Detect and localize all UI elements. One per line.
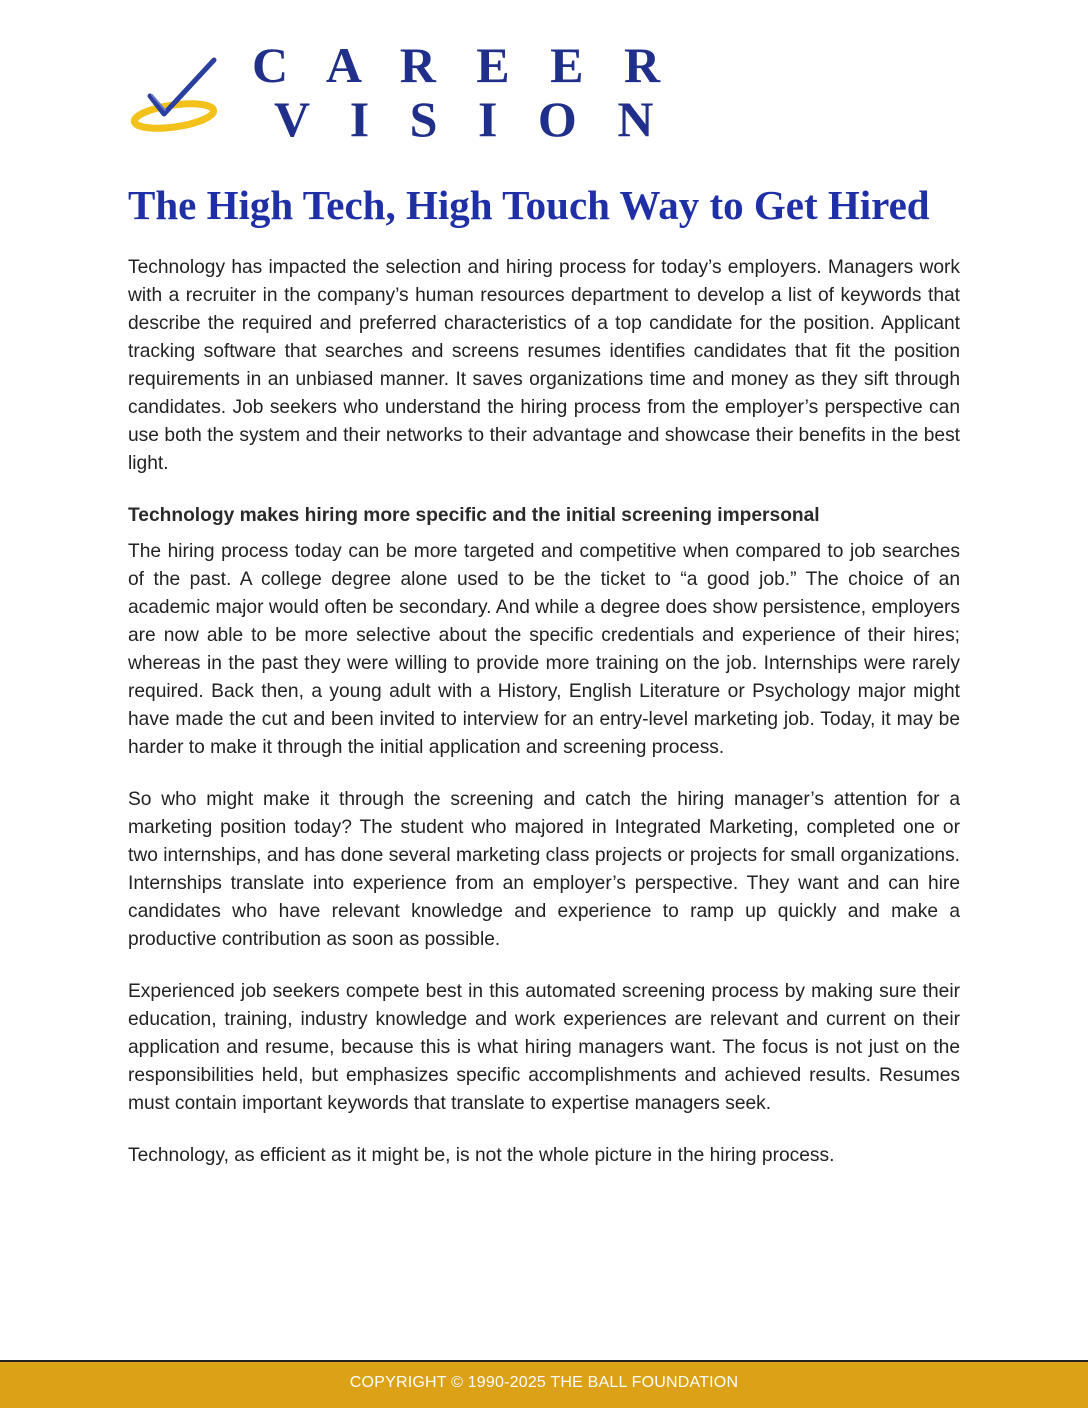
logo-line-career: C A R E E R xyxy=(252,37,675,93)
paragraph-conclusion: Technology, as efficient as it might be, is not the whole picture in the hiring process. xyxy=(128,1145,835,1166)
logo-line-vision: V I S I O N xyxy=(274,91,668,147)
paragraph-experienced-seekers: Experienced job seekers compete best in this automated screening process by making sure their education, training, industry knowledge and work experiences are relevant and current on their application and resume, because this is what hiring managers want. The focus is not just on the responsibilities held, but emphasizes specific accomplishments and achieved results. Resumes must contain important keywords that translate to expertise managers seek. xyxy=(128,981,960,1114)
career-vision-logo-icon xyxy=(128,56,224,136)
paragraph-hiring-process: The hiring process today can be more targeted and competitive when compared to job searches of the past. A college degree alone used to be the ticket to “a good job.” The choice of an academic major would often be secondary. And while a degree does show persistence, employers are now able to be more selective about the specific credentials and experience of their hires; whereas in the past they were willing to provide more training on the job. Internships were rarely required. Back then, a young adult with a History, English Literature or Psychology major might have made the cut and been invited to interview for an entry-level marketing job. Today, it may be harder to make it through the initial application and screening process. xyxy=(128,541,960,758)
article-body xyxy=(128,254,960,1194)
paragraph-marketing-position: So who might make it through the screening and catch the hiring manager’s attention for a marketing position today? The student who majored in Integrated Marketing, completed one or two internships, and has done several marketing class projects or projects for small organizations. Internships translate into experience from an employer’s perspective. They want and can hire candidates who have relevant knowledge and experience to ramp up quickly and make a productive contribution as soon as possible. xyxy=(128,789,960,950)
logo-wordmark xyxy=(252,38,674,146)
page-title: The High Tech, High Touch Way to Get Hired xyxy=(128,182,930,228)
footer-bar xyxy=(0,1362,1088,1408)
section-heading: Technology makes hiring more specific and the initial screening impersonal xyxy=(128,505,820,526)
copyright-text: COPYRIGHT © 1990-2025 THE BALL FOUNDATION xyxy=(349,1374,739,1391)
checkmark-swoosh-icon xyxy=(128,56,224,136)
paragraph-intro: Technology has impacted the selection and hiring process for today’s employers. Managers work with a recruiter in the company’s human resources department to develop a list of keywords that describe the required and preferred characteristics of a top candidate for the position. Applicant tracking software that searches and screens resumes identifies candidates that fit the position requirements in an unbiased manner. It saves organizations time and money as they sift through candidates. Job seekers who understand the hiring process from the employer’s perspective can use both the system and their networks to their advantage and showcase their benefits in the best light. xyxy=(128,257,960,474)
